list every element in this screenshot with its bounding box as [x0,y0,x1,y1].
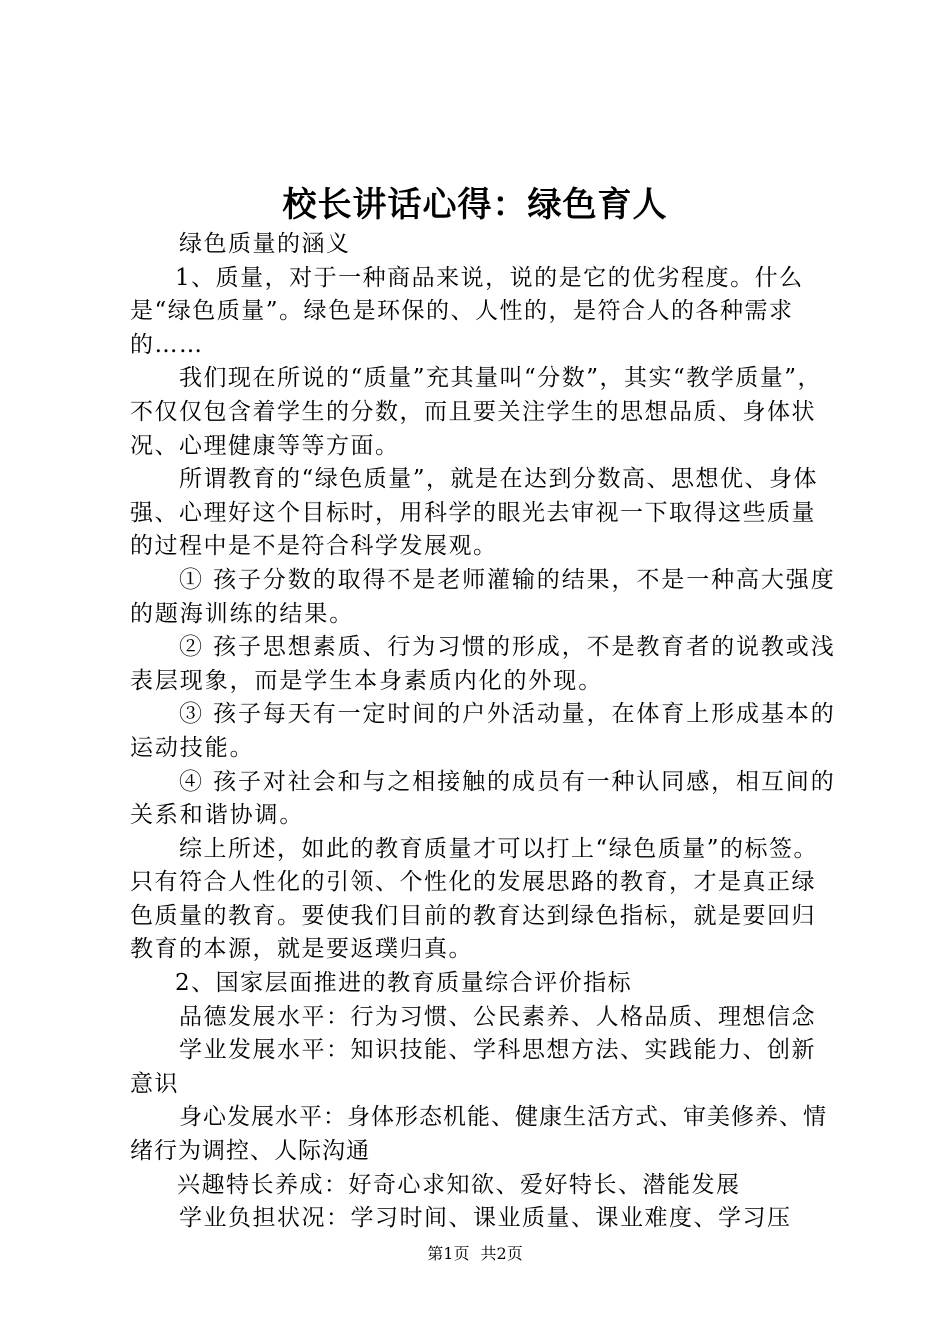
paragraph: 学业负担状况：学习时间、课业质量、课业难度、学习压 [179,1205,792,1232]
page-total: 共2页 [480,1244,523,1263]
paragraph: 2、国家层面推进的教育质量综合评价指标 [175,970,633,997]
paragraph: 综上所述，如此的教育质量才可以打上“绿色质量”的标签。只有符合人性化的引领、个性化的发展思路的教育，才是真正绿色质量的教育。要使我们目前的教育达到绿色指标，就是要回归教育的本源，就是要返璞归真。 [130,835,819,963]
paragraph: 学业发展水平：知识技能、学科思想方法、实践能力、创新意识 [130,1037,816,1097]
paragraph: 绿色质量的涵义 [179,231,351,257]
paragraph: ③ 孩子每天有一定时间的户外活动量，在体育上形成基本的运动技能。 [130,701,836,761]
document-title: 校长讲话心得：绿色育人 [282,185,668,225]
paragraph: 品德发展水平：行为习惯、公民素养、人格品质、理想信念 [179,1003,816,1030]
paragraph: 1、质量，对于一种商品来说，说的是它的优劣程度。什么是“绿色质量”。绿色是环保的、人性的，是符合人的各种需求的…… [130,264,804,358]
page-footer [0,1242,950,1266]
paragraph: 兴趣特长养成：好奇心求知欲、爱好特长、潜能发展 [177,1171,741,1198]
paragraph: ① 孩子分数的取得不是老师灌输的结果，不是一种高大强度的题海训练的结果。 [130,566,836,627]
page-number: 第1页 [427,1244,470,1263]
paragraph: ② 孩子思想素质、行为习惯的形成，不是教育者的说教或浅表层现象，而是学生本身素质内化的外现。 [130,634,836,694]
paragraph: 所谓教育的“绿色质量”，就是在达到分数高、思想优、身体强、心理好这个目标时，用科学的眼光去审视一下取得这些质量的过程中是不是符合科学发展观。 [130,466,819,560]
paragraph: 身心发展水平：身体形态机能、健康生活方式、审美修养、情绪行为调控、人际沟通 [130,1104,827,1165]
paragraph: ④ 孩子对社会和与之相接触的成员有一种认同感，相互间的关系和谐协调。 [130,768,836,829]
document-body [130,228,836,1236]
paragraph: 我们现在所说的“质量”充其量叫“分数”，其实“教学质量”，不仅仅包含着学生的分数，而且要关注学生的思想品质、身体状况、心理健康等等方面。 [130,365,823,459]
